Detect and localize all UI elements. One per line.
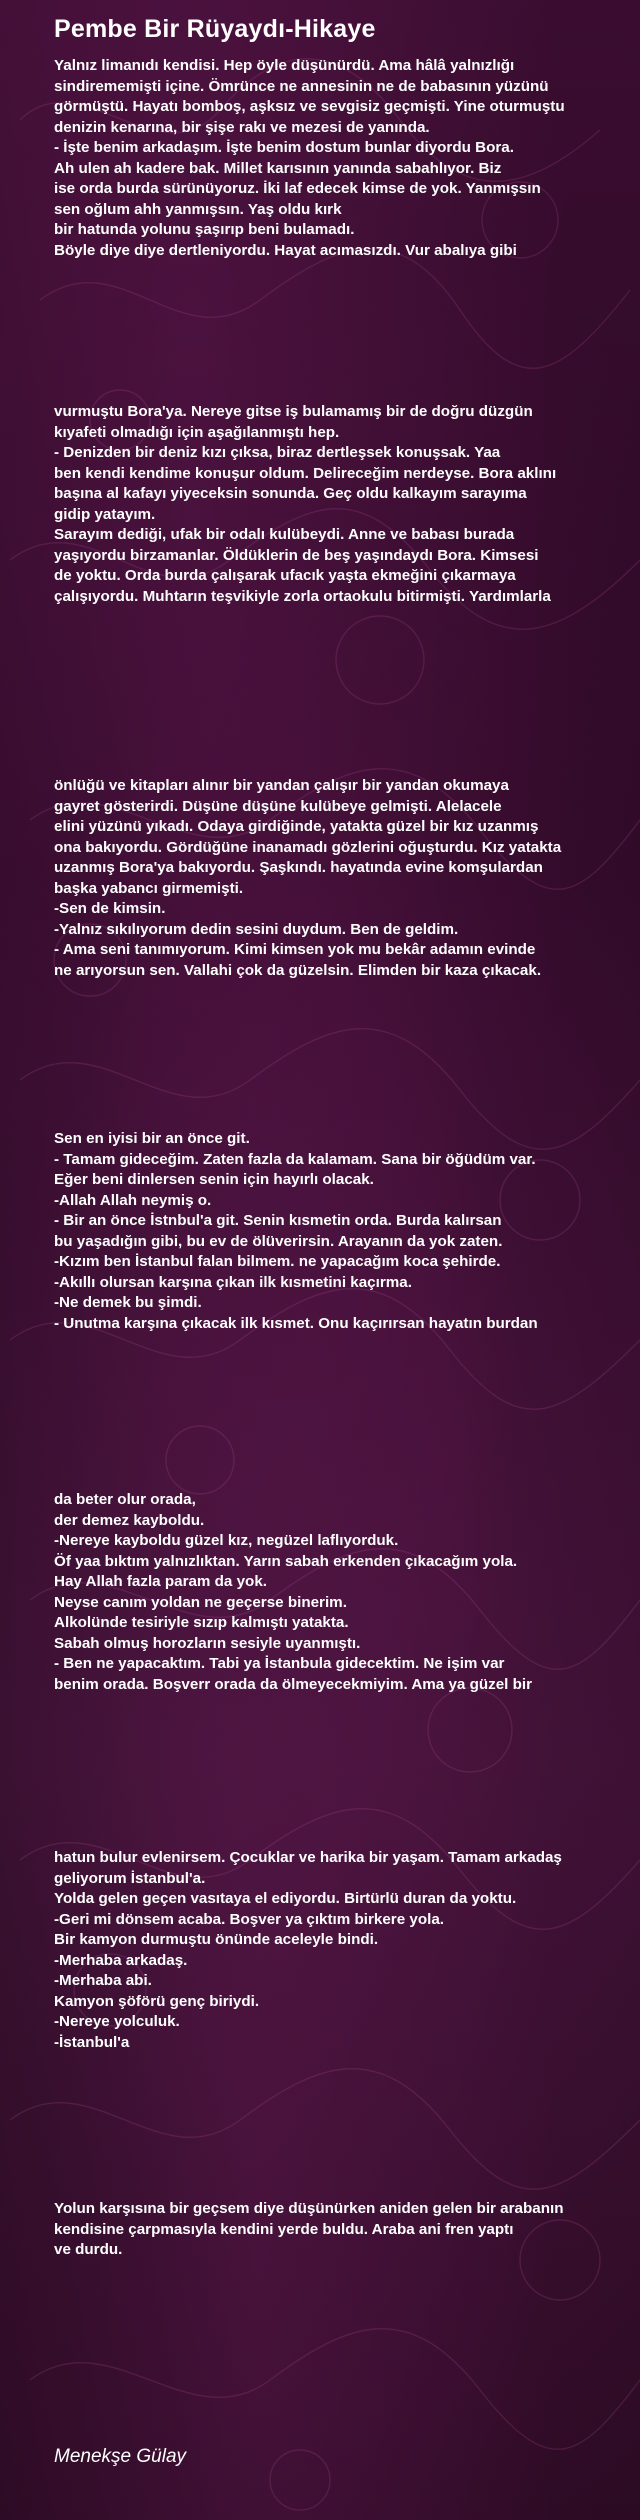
poem-line: ne arıyorsun sen. Vallahi çok da güzelsin. Elimden bir kaza çıkacak. <box>54 961 542 979</box>
poem-line: hatun bulur evlenirsem. Çocuklar ve harika bir yaşam. Tamam arkadaş <box>54 1849 562 1866</box>
poem-line: da beter olur orada, <box>54 1491 196 1508</box>
poem-line: Yalnız limanıdı kendisi. Hep öyle düşünürdü. Ama hâlâ yalnızlığı <box>54 57 515 74</box>
poem-line: Öf yaa bıktım yalnızlıktan. Yarın sabah erkenden çıkacağım yola. <box>54 1552 518 1570</box>
poem-line: Bir kamyon durmuştu önünde aceleyle bindi. <box>54 1931 379 1948</box>
poem-line: Sen en iyisi bir an önce git. <box>54 1130 250 1147</box>
poem-line: Sabah olmuş horozların sesiyle uyanmıştı. <box>54 1634 361 1652</box>
poem-line: denizin kenarına, bir şişe rakı ve mezesi de yanında. <box>54 118 430 136</box>
poem-line: elini yüzünü yıkadı. Odaya girdiğinde, yatakta güzel bir kız uzanmış <box>54 818 539 835</box>
poem-line: bu yaşadığın gibi, bu ev de ölüverirsin. Arayanın da yok zaten. <box>54 1232 503 1250</box>
poem-line: Böyle diye diye dertleniyordu. Hayat acımasızdı. Vur abalıya gibi <box>54 241 517 259</box>
paragraph-5 <box>54 1490 532 1695</box>
poem-line: Kamyon şöförü genç biriydi. <box>54 1992 260 2010</box>
poem-line: sen oğlum ahh yanmışsın. Yaş oldu kırk <box>54 200 342 218</box>
poem-line: - Ben ne yapacaktım. Tabi ya İstanbula gidecektim. Ne işim var <box>54 1655 505 1672</box>
poem-line: -Merhaba abi. <box>54 1972 152 1989</box>
poem-line: çalışıyordu. Muhtarın teşvikiyle zorla ortaokulu bitirmişti. Yardımlarla <box>54 587 551 605</box>
paragraph-7 <box>54 2199 564 2261</box>
poem-line: Eğer beni dinlersen senin için hayırlı olacak. <box>54 1171 374 1188</box>
poem-line: -Yalnız sıkılıyorum dedin sesini duydum. Ben de geldim. <box>54 920 459 938</box>
paragraph-2 <box>54 402 556 607</box>
poem-line: - Tamam gideceğim. Zaten fazla da kalamam. Sana bir öğüdüm var. <box>54 1150 536 1168</box>
poem-line: - İşte benim arkadaşım. İşte benim dostum bunlar diyordu Bora. <box>54 139 514 156</box>
poem-line: gayret gösterirdi. Düşüne düşüne kulübeye gelmişti. Alelacele <box>54 797 502 815</box>
poem-line: benim orada. Boşverr orada da ölmeyecekmiyim. Ama ya güzel bir <box>54 1675 533 1693</box>
poem-content <box>54 14 614 2258</box>
poem-line: - Bir an önce İstnbul'a git. Senin kısmetin orda. Burda kalırsan <box>54 1212 502 1229</box>
poem-line: - Denizden bir deniz kızı çıksa, biraz dertleşsek konuşsak. Yaa <box>54 444 501 461</box>
paragraph-3 <box>54 776 561 981</box>
poem-line: Ah ulen ah kadere bak. Millet karısının yanında sabahlıyor. Biz <box>54 159 502 177</box>
poem-line: -Akıllı olursan karşına çıkan ilk kısmetini kaçırma. <box>54 1273 412 1291</box>
poem-line: -Kızım ben İstanbul falan bilmem. ne yapacağım koca şehirde. <box>54 1253 501 1270</box>
paragraph-4 <box>54 1129 538 1334</box>
poem-line: ona bakıyordu. Gördüğüne inanamadı gözlerini oğuşturdu. Kız yatakta <box>54 838 562 856</box>
poem-title: Pembe Bir Rüyaydı-Hikaye <box>54 15 376 43</box>
poem-line: -Geri mi dönsem acaba. Boşver ya çıktım birkere yola. <box>54 1910 444 1928</box>
poem-line: kıyafeti olmadığı için aşağılanmıştı hep. <box>54 423 340 441</box>
poem-line: geliyorum İstanbul'a. <box>54 1869 206 1887</box>
poem-line: önlüğü ve kitapları alınır bir yandan çalışır bir yandan okumaya <box>54 777 509 794</box>
poem-line: - Unutma karşına çıkacak ilk kısmet. Onu kaçırırsan hayatın burdan <box>54 1314 538 1332</box>
poem-line: ise orda burda sürünüyoruz. İki laf edecek kimse de yok. Yanmışsın <box>54 180 541 197</box>
poem-line: der demez kayboldu. <box>54 1511 205 1529</box>
poem-line: -Sen de kimsin. <box>54 900 166 917</box>
poem-line: -Allah Allah neymiş o. <box>54 1191 212 1209</box>
poem-line: kendisine çarpmasıyla kendini yerde buldu. Araba ani fren yaptı <box>54 2220 514 2238</box>
poem-line: Alkolünde tesiriyle sızıp kalmıştı yatakta. <box>54 1614 349 1631</box>
poem-line: başına al kafayı yiyeceksin sonunda. Geç oldu kalkayım sarayıma <box>54 485 527 502</box>
poem-line: - Ama seni tanımıyorum. Kimi kimsen yok mu bekâr adamın evinde <box>54 941 536 958</box>
poem-line: Sarayım dediği, ufak bir odalı kulübeydi. Anne ve babası burada <box>54 526 515 543</box>
poem-line: uzanmış Bora'ya bakıyordu. Şaşkındı. hayatında evine komşulardan <box>54 859 543 876</box>
poem-line: -Nereye yolculuk. <box>54 2013 180 2030</box>
poem-line: görmüştü. Hayatı bomboş, aşksız ve sevgisiz geçmişti. Yine oturmuştu <box>54 98 565 115</box>
poem-author: Menekşe Gülay <box>54 2446 187 2467</box>
poem-line: -Ne demek bu şimdi. <box>54 1294 202 1311</box>
poem-line: Yolda gelen geçen vasıtaya el ediyordu. Birtürlü duran da yoktu. <box>54 1890 517 1907</box>
poem-line: gidip yatayım. <box>54 505 156 523</box>
poem-line: Yolun karşısına bir geçsem diye düşünürken aniden gelen bir arabanın <box>54 2200 564 2217</box>
poem-line: -Nereye kayboldu güzel kız, negüzel laflıyorduk. <box>54 1532 399 1549</box>
poem-line: vurmuştu Bora'ya. Nereye gitse iş bulamamış bir de doğru düzgün <box>54 403 533 420</box>
poem-line: ve durdu. <box>54 2241 123 2258</box>
poem-line: -İstanbul'a <box>54 2033 130 2051</box>
poem-line: de yoktu. Orda burda çalışarak ufacık yaşta ekmeğini çıkarmaya <box>54 567 516 584</box>
poem-line: Neyse canım yoldan ne geçerse binerim. <box>54 1593 347 1611</box>
poem-line: -Merhaba arkadaş. <box>54 1951 188 1969</box>
paragraph-6 <box>54 1848 562 2053</box>
poem-line: bir hatunda yolunu şaşırıp beni bulamadı. <box>54 221 355 238</box>
poem-line: ben kendi kendime konuşur oldum. Delireceğim nerdeyse. Bora aklını <box>54 464 557 482</box>
poem-line: sindirememişti içine. Ömrünce ne annesinin ne de babasının yüzünü <box>54 77 549 95</box>
poem-line: Hay Allah fazla param da yok. <box>54 1573 267 1590</box>
paragraph-1 <box>54 56 565 261</box>
poem-line: yaşıyordu birzamanlar. Öldüklerin de beş yaşındaydı Bora. Kimsesi <box>54 546 539 564</box>
poem-line: başka yabancı girmemişti. <box>54 879 244 897</box>
